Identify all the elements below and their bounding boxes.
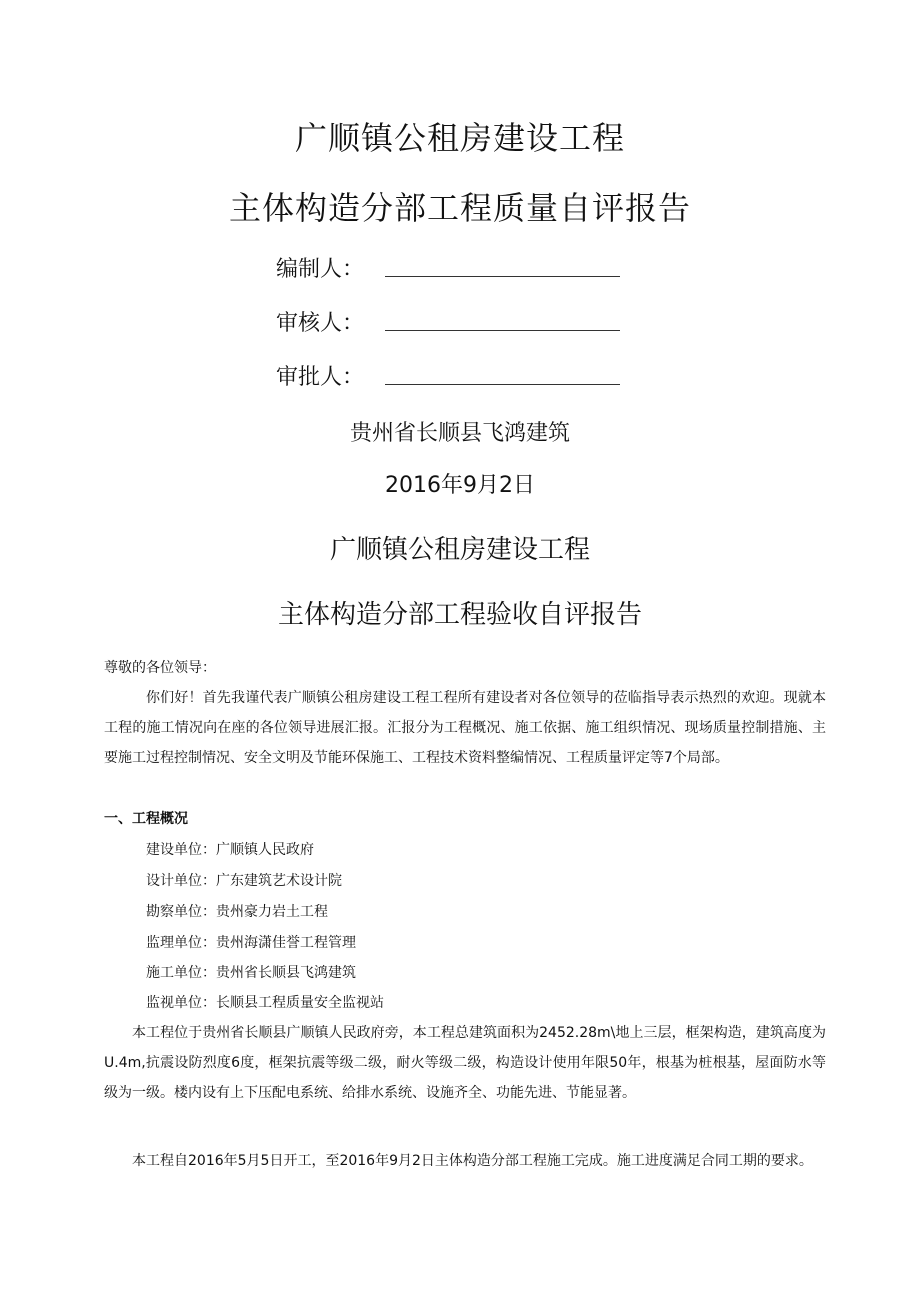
cover-company: 贵州省长顺县飞鸿建筑 [349, 421, 570, 446]
signature-row-compiler [276, 252, 384, 283]
project-description-paragraph: 本工程位于贵州省长顺县广顺镇人民政府旁，本工程总建筑面积为2452.28m\地上三层，框架构造，建筑高度为U.4m,抗震设防烈度6度，框架抗震等级二级，耐火等级二级，构造设计使用年限50年，根基为桩根基，屋面防水等级为一级。楼内设有上下压配电系统、给排水系统、设施齐全、功能先进、节能显著。 [104, 1025, 826, 1101]
reviewer-label: 审核人： [276, 311, 365, 336]
intro-paragraph: 你们好！首先我谨代表广顺镇公租房建设工程工程所有建设者对各位领导的莅临指导表示热烈的欢迎。现就本工程的施工情况向在座的各位领导进展汇报。汇报分为工程概况、施工依据、施工组织情况、现场质量控制措施、主要施工过程控制情况、安全文明及节能环保施工、工程技术资料整编情况、工程质量评定等7个局部。 [104, 690, 826, 766]
report-subtitle: 主体构造分部工程验收自评报告 [277, 600, 642, 630]
cover-title: 广顺镇公租房建设工程 [294, 119, 625, 157]
compiler-label: 编制人： [276, 257, 365, 282]
unit-design: 设计单位：广东建筑艺术设计院 [146, 873, 342, 889]
reviewer-signature-line [385, 330, 620, 331]
cover-subtitle: 主体构造分部工程质量自评报告 [228, 189, 691, 227]
unit-contractor: 施工单位：贵州省长顺县飞鸿建筑 [146, 965, 356, 981]
cover-date: 2016年9月2日 [385, 473, 535, 498]
unit-survey: 勘察单位：贵州豪力岩土工程 [146, 904, 328, 920]
signature-row-approver [276, 360, 384, 391]
schedule-paragraph: 本工程自2016年5月5日开工，至2016年9月2日主体构造分部工程施工完成。施工进度满足合同工期的要求。 [132, 1153, 813, 1169]
signature-row-reviewer [276, 306, 384, 337]
salutation: 尊敬的各位领导： [104, 660, 216, 676]
unit-monitoring: 监视单位：长顺县工程质量安全监视站 [146, 995, 384, 1011]
section-heading: 一、工程概况 [104, 811, 188, 827]
approver-label: 审批人： [276, 365, 365, 390]
unit-construction: 建设单位：广顺镇人民政府 [146, 842, 314, 858]
compiler-signature-line [385, 276, 620, 277]
unit-supervision: 监理单位：贵州海潇佳誉工程管理 [146, 935, 356, 951]
report-title: 广顺镇公租房建设工程 [329, 535, 590, 565]
approver-signature-line [385, 384, 620, 385]
